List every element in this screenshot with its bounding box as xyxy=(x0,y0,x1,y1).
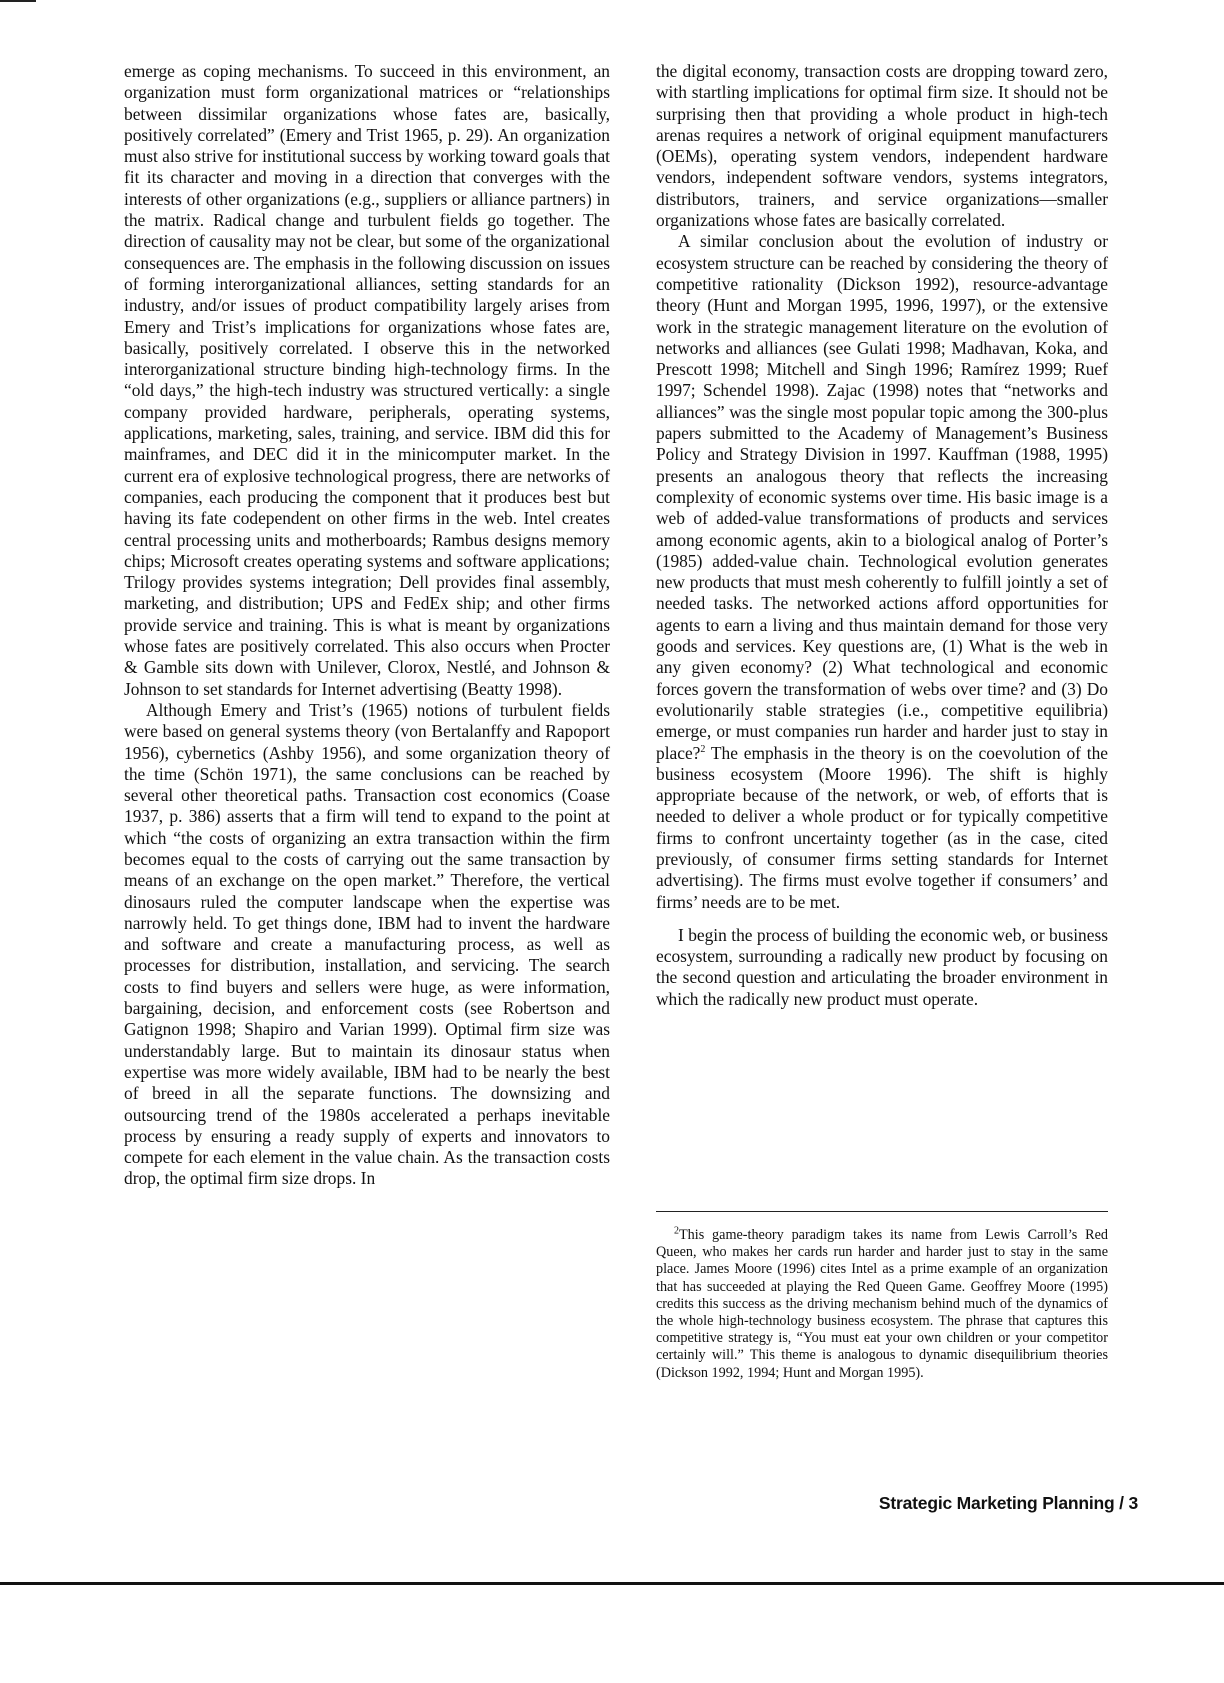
right-paragraph-1: the digital economy, transaction costs are dropping toward zero, with startling implications for optimal firm size. It should not be surprising then that providing a whole product in high-tech arenas requires a network of original equipment manufacturers (OEMs), operating system vendors, independent hardware vendors, independent software vendors, systems integrators, distributors, trainers, and service organizations—smaller organizations whose fates are basically correlated. xyxy=(656,61,1108,231)
bottom-rule xyxy=(0,1582,1224,1585)
footnote-paragraph xyxy=(656,1227,1108,1382)
footnote-separator-rule xyxy=(656,1211,1108,1212)
running-footer: Strategic Marketing Planning / 3 xyxy=(878,1493,1138,1513)
left-paragraph-2: Although Emery and Trist’s (1965) notions of turbulent fields were based on general systems theory (von Bertalanffy and Rapoport 1956), cybernetics (Ashby 1956), and some organization theory of the time (Schön 1971), the same conclusions can be reached by several other theoretical paths. Transaction cost economics (Coase 1937, p. 386) asserts that a firm will tend to expand to the point at which “the costs of organizing an extra transaction within the firm becomes equal to the costs of carrying out the same transaction by means of an exchange on the open market.” Therefore, the vertical dinosaurs ruled the computer landscape when the expertise was narrowly held. To get things done, IBM had to invent the hardware and software and create a manufacturing process, as well as processes for distribution, installation, and servicing. The search costs to find buyers and sellers were huge, as were information, bargaining, decision, and enforcement costs (see Robertson and Gatignon 1998; Shapiro and Varian 1999). Optimal firm size was understandably large. But to maintain its dinosaur status when expertise was more widely available, IBM had to be nearly the best of breed in all the separate functions. The downsizing and outsourcing trend of the 1980s accelerated a perhaps inevitable process by ensuring a ready supply of experts and innovators to compete for each element in the value chain. As the transaction costs drop, the optimal firm size drops. In xyxy=(124,699,610,1189)
footnote-text: This game-theory paradigm takes its name from Lewis Carroll’s Red Queen, who makes her cards run harder and harder just to stay in the same place. James Moore (1996) cites Intel as a prime example of an organization that has succeeded at playing the Red Queen Game. Geoffrey Moore (1995) credits this success as the driving mechanism behind much of the dynamics of the whole high-technology business ecosystem. The phrase that captures this competitive strategy is, “You must eat your own children or your competitor certainly will.” This theme is analogous to dynamic disequilibrium theories (Dickson 1992, 1994; Hunt and Morgan 1995). xyxy=(656,1227,1108,1381)
right-paragraph-3: I begin the process of building the economic web, or business ecosystem, surrounding a radically new product by focusing on the second question and articulating the broader environment in which the radically new product must operate. xyxy=(656,924,1108,1009)
footnote xyxy=(656,1227,1108,1382)
footnote-reference-marker: 2 xyxy=(700,743,706,755)
right-paragraph-2-part-b: The emphasis in the theory is on the coevolution of the business ecosystem (Moore 1996). The shift is highly appropriate because of the network, or web, of efforts that is needed to deliver a whole product or for typically competitive firms to confront uncertainty together (as in the case, cited previously, of consumer firms setting standards for Internet advertising). The firms must evolve together if consumers’ and firms’ needs are to be met. xyxy=(656,742,1108,912)
left-text-column xyxy=(124,61,610,1190)
right-paragraph-2 xyxy=(656,231,1108,913)
left-paragraph-1: emerge as coping mechanisms. To succeed in this environment, an organization must form organizational matrices or “relationships between dissimilar organizations whose fates are, basically, positively correlated” (Emery and Trist 1965, p. 29). An organization must also strive for institutional success by working toward goals that fit its character and moving in a direction that converges with the interests of other organizations (e.g., suppliers or alliance partners) in the matrix. Radical change and turbulent fields go together. The direction of causality may not be clear, but some of the organizational consequences are. The emphasis in the following discussion on issues of forming interorganizational alliances, setting standards for an industry, and/or issues of product compatibility largely arises from Emery and Trist’s implications for organizations whose fates are, basically, positively correlated. I observe this in the networked interorganizational structure binding high-technology firms. In the “old days,” the high-tech industry was structured vertically: a single company provided hardware, peripherals, operating systems, applications, marketing, sales, training, and service. IBM did this for mainframes, and DEC did it in the minicomputer market. In the current era of explosive technological progress, there are networks of companies, each producing the component that it produces best but having its fate codependent on other firms in the web. Intel creates central processing units and motherboards; Rambus designs memory chips; Microsoft creates operating systems and software applications; Trilogy provides systems integration; Dell provides final assembly, marketing, and distribution; UPS and FedEx ship; and other firms provide service and training. This is what is meant by organizations whose fates are positively correlated. This also occurs when Procter & Gamble sits down with Unilever, Clorox, Nestlé, and Johnson & Johnson to set standards for Internet advertising (Beatty 1998). xyxy=(124,61,610,699)
right-paragraph-2-part-a: A similar conclusion about the evolution of industry or ecosystem structure can be reached by considering the theory of competitive rationality (Dickson 1992), resource-advantage theory (Hunt and Morgan 1995, 1996, 1997), or the extensive work in the strategic management literature on the evolution of networks and alliances (see Gulati 1998; Madhavan, Koka, and Prescott 1998; Mitchell and Singh 1996; Ramírez 1999; Ruef 1997; Schendel 1998). Zajac (1998) notes that “networks and alliances” was the single most popular topic among the 300-plus papers submitted to the Academy of Management’s Business Policy and Strategy Division in 1997. Kauffman (1988, 1995) presents an analogous theory that reflects the increasing complexity of economic systems over time. His basic image is a web of added-value transformations of products and services among economic agents, akin to a biological analog of Porter’s (1985) added-value chain. Technological evolution generates new products that must mesh coherently to fulfill jointly a set of needed tasks. The networked actions afford opportunities for agents to earn a living and thus maintain demand for those very goods and services. Key questions are, (1) What is the web in any given economy? (2) What technological and economic forces govern the transformation of webs over time? and (3) Do evolutionarily stable strategies (i.e., competitive equilibria) emerge, or must companies run harder and harder just to stay in place? xyxy=(656,231,1108,763)
footnote-marker: 2 xyxy=(674,1225,679,1237)
top-left-rule xyxy=(0,0,36,2)
right-text-column xyxy=(656,61,1108,1010)
